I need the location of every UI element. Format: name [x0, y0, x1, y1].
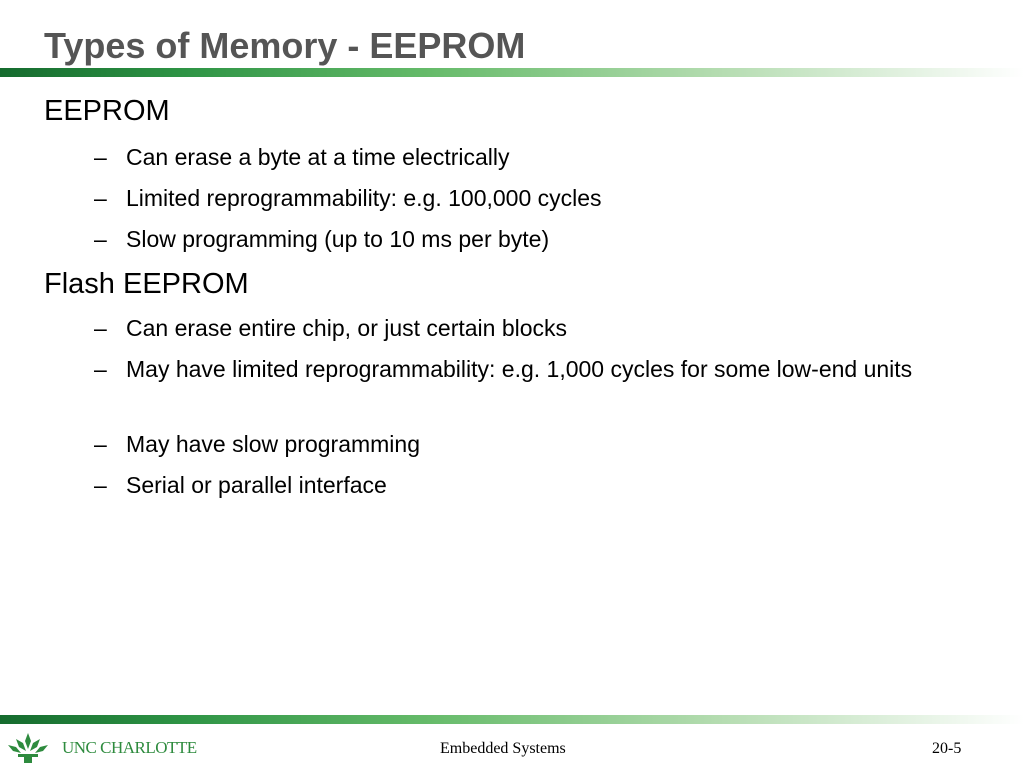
bullet-dash: –	[94, 431, 107, 457]
footer-page-number: 20-5	[932, 740, 962, 757]
bullet-text: Can erase a byte at a time electrically	[126, 144, 510, 170]
bullet-text: Limited reprogrammability: e.g. 100,000 cycles	[126, 185, 602, 211]
bullet-dash: –	[94, 356, 107, 382]
bullet-item	[94, 181, 974, 215]
bullet-item	[94, 352, 974, 386]
bullet-text: Slow programming (up to 10 ms per byte)	[126, 226, 550, 252]
bullet-text: Serial or parallel interface	[126, 472, 387, 498]
slide-title: Types of Memory - EEPROM	[44, 25, 526, 66]
logo-wordmark: UNC CHARLOTTE	[62, 738, 197, 757]
bullet-dash: –	[94, 315, 107, 341]
footer-divider	[0, 715, 1024, 724]
bullet-dash: –	[94, 472, 107, 498]
bullet-item	[94, 427, 974, 461]
bullet-item	[94, 468, 974, 502]
unc-charlotte-logo	[4, 727, 200, 765]
bullet-text: May have slow programming	[126, 431, 421, 457]
bullet-item	[94, 222, 974, 256]
bullet-text: Can erase entire chip, or just certain blocks	[126, 315, 568, 341]
bullet-dash: –	[94, 226, 107, 252]
bullet-item	[94, 311, 974, 345]
section-heading-eeprom: EEPROM	[44, 95, 170, 127]
bullet-text: May have limited reprogrammability: e.g. 1,000 cycles for some low-end units	[126, 356, 913, 382]
bullet-dash: –	[94, 144, 107, 170]
bullet-item	[94, 140, 974, 174]
crown-icon	[8, 733, 48, 763]
section-heading-flash-eeprom: Flash EEPROM	[44, 268, 249, 300]
bullet-dash: –	[94, 185, 107, 211]
footer-course-title: Embedded Systems	[440, 740, 566, 757]
